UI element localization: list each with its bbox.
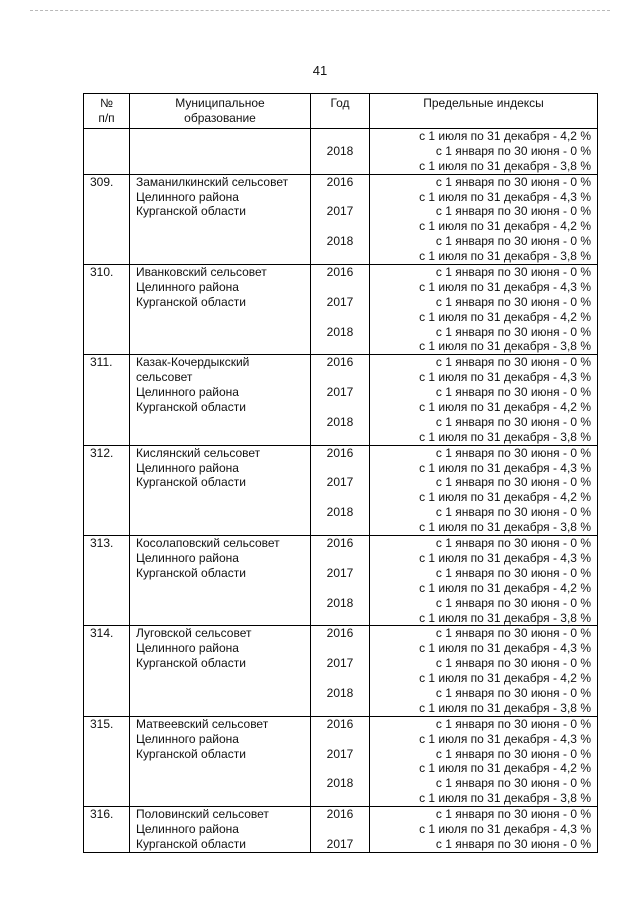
index-line: с 1 января по 30 июня - 0 % — [435, 204, 591, 219]
year-line — [311, 461, 369, 476]
year-line: 2016 — [326, 265, 354, 280]
index-line: с 1 января по 30 июня - 0 % — [435, 475, 591, 490]
municipality-name-line: Курганской области — [136, 836, 246, 851]
index-line: с 1 января по 30 июня - 0 % — [435, 595, 591, 610]
index-line: с 1 января по 30 июня - 0 % — [435, 716, 591, 731]
row-number: 312. — [90, 445, 114, 460]
year-line — [311, 310, 369, 325]
index-line: с 1 января по 30 июня - 0 % — [435, 355, 591, 370]
cell-num — [84, 174, 130, 264]
index-line: с 1 июля по 31 декабря - 4,2 % — [419, 309, 591, 324]
cell-num — [84, 716, 130, 806]
scan-top-edge — [30, 10, 610, 12]
cell-num — [84, 626, 130, 716]
row-number: 316. — [90, 807, 114, 822]
year-line: 2016 — [326, 807, 354, 822]
year-line — [311, 822, 369, 837]
municipality-name-line: Косолаповский сельсовет — [136, 536, 280, 551]
index-line: с 1 июля по 31 декабря - 3,8 % — [419, 791, 591, 806]
year-line — [311, 490, 369, 505]
year-line — [311, 551, 369, 566]
table-row — [84, 445, 598, 535]
header-municipality: Муниципальное образование — [130, 94, 311, 129]
row-number: 310. — [90, 265, 114, 280]
year-line: 2017 — [326, 656, 354, 671]
index-line: с 1 июля по 31 декабря - 4,3 % — [419, 460, 591, 475]
cell-indices — [370, 807, 598, 853]
year-line — [311, 400, 369, 415]
index-line: с 1 июля по 31 декабря - 4,3 % — [419, 731, 591, 746]
municipality-name-line: Иванковский сельсовет — [136, 265, 267, 280]
table-header-row — [84, 94, 598, 129]
index-line: с 1 июля по 31 декабря - 4,3 % — [419, 550, 591, 565]
cell-name — [130, 716, 311, 806]
cell-years — [311, 355, 370, 445]
index-line: с 1 января по 30 июня - 0 % — [435, 776, 591, 791]
cell-years — [311, 626, 370, 716]
row-number: 311. — [90, 355, 113, 370]
index-line: с 1 июля по 31 декабря - 4,2 % — [419, 490, 591, 505]
index-line: с 1 января по 30 июня - 0 % — [435, 536, 591, 551]
cell-indices — [370, 174, 598, 264]
index-line: с 1 января по 30 июня - 0 % — [435, 174, 591, 189]
index-line: с 1 июля по 31 декабря - 3,8 % — [419, 700, 591, 715]
header-year: Год — [311, 94, 370, 129]
cell-num — [84, 445, 130, 535]
municipality-name-line: Курганской области — [136, 656, 246, 671]
year-line — [311, 641, 369, 656]
cell-years: 2018 — [311, 129, 370, 175]
row-number: 315. — [90, 716, 114, 731]
year-line: 2017 — [326, 385, 354, 400]
index-line: с 1 января по 30 июня - 0 % — [435, 746, 591, 761]
cell-indices — [370, 445, 598, 535]
header-indices: Предельные индексы — [370, 94, 598, 129]
index-line: с 1 января по 30 июня - 0 % — [435, 385, 591, 400]
table-row — [84, 807, 598, 853]
index-line: с 1 июля по 31 декабря - 4,3 % — [419, 370, 591, 385]
municipality-name-line: Целинного района — [136, 460, 239, 475]
year-line: 2017 — [326, 565, 354, 580]
year-line: 2018 — [326, 776, 354, 791]
year-line — [311, 701, 369, 716]
cell-indices: с 1 июля по 31 декабря - 4,2 % с 1 января по 30 июня - 0 % с 1 июля по 31 декабря - 3,8 % — [370, 129, 598, 175]
table-row — [84, 355, 598, 445]
municipality-name-line: Целинного района — [136, 279, 239, 294]
index-line: с 1 января по 30 июня - 0 % — [435, 685, 591, 700]
index-line: с 1 января по 30 июня - 0 % — [435, 294, 591, 309]
index-line: с 1 января по 30 июня - 0 % — [435, 565, 591, 580]
year-line: 2017 — [326, 475, 354, 490]
year-line — [311, 732, 369, 747]
municipality-name-line: Курганской области — [136, 746, 246, 761]
year-line: 2017 — [326, 294, 354, 309]
index-line: с 1 января по 30 июня - 0 % — [435, 626, 591, 641]
municipality-name-line: Заманилкинский сельсовет — [136, 174, 289, 189]
year-line: 2018 — [326, 324, 354, 339]
year-line: 2016 — [326, 445, 354, 460]
table-row — [84, 716, 598, 806]
year-line: 2018 — [326, 234, 354, 249]
cell-years — [311, 807, 370, 853]
year-line — [311, 190, 369, 205]
cell-indices — [370, 265, 598, 355]
municipality-name-line: Курганской области — [136, 294, 246, 309]
municipality-name-line: сельсовет — [136, 370, 193, 385]
index-line: с 1 июля по 31 декабря - 3,8 % — [419, 429, 591, 444]
index-line: с 1 июля по 31 декабря - 4,3 % — [419, 641, 591, 656]
cell-indices — [370, 626, 598, 716]
year-line — [311, 791, 369, 806]
cell-indices — [370, 355, 598, 445]
municipality-name-line: Казак-Кочердыкский — [136, 355, 250, 370]
year-line — [311, 671, 369, 686]
index-line: с 1 июля по 31 декабря - 3,8 % — [419, 339, 591, 354]
year-line — [311, 430, 369, 445]
row-number: 314. — [90, 626, 114, 641]
index-line: с 1 июля по 31 декабря - 4,3 % — [419, 279, 591, 294]
municipality-name-line: Курганской области — [136, 565, 246, 580]
year-line: 2018 — [326, 685, 354, 700]
year-line — [311, 581, 369, 596]
index-line: с 1 января по 30 июня - 0 % — [435, 324, 591, 339]
municipality-name-line: Луговской сельсовет — [136, 626, 252, 641]
cell-num — [84, 129, 130, 175]
municipality-name-line: Целинного района — [136, 385, 239, 400]
tariff-indices-table — [83, 93, 598, 853]
year-line: 2016 — [326, 716, 354, 731]
year-line: 2018 — [326, 505, 354, 520]
year-line — [311, 280, 369, 295]
cell-years — [311, 265, 370, 355]
cell-num — [84, 536, 130, 626]
year-line — [311, 370, 369, 385]
year-line: 2017 — [326, 746, 354, 761]
municipality-name-line: Целинного района — [136, 550, 239, 565]
cell-name — [130, 626, 311, 716]
municipality-name-line: Курганской области — [136, 400, 246, 415]
municipality-name-line: Целинного района — [136, 821, 239, 836]
cell-num — [84, 355, 130, 445]
index-line: с 1 января по 30 июня - 0 % — [435, 265, 591, 280]
index-line: с 1 июля по 31 декабря - 4,2 % — [419, 219, 591, 234]
cell-name — [130, 265, 311, 355]
cell-indices — [370, 716, 598, 806]
index-line: с 1 января по 30 июня - 0 % — [435, 505, 591, 520]
municipality-name-line: Целинного района — [136, 731, 239, 746]
index-line: с 1 июля по 31 декабря - 4,2 % — [419, 400, 591, 415]
year-line — [311, 249, 369, 264]
table-row-continuation — [84, 129, 598, 175]
municipality-name-line: Целинного района — [136, 641, 239, 656]
year-line: 2018 — [326, 595, 354, 610]
index-line: с 1 января по 30 июня - 0 % — [435, 807, 591, 822]
year-line — [311, 520, 369, 535]
index-line: с 1 января по 30 июня - 0 % — [435, 414, 591, 429]
cell-num — [84, 807, 130, 853]
index-line: с 1 июля по 31 декабря - 3,8 % — [419, 249, 591, 264]
cell-name — [130, 129, 311, 175]
municipality-name-line: Матвеевский сельсовет — [136, 716, 269, 731]
cell-name — [130, 536, 311, 626]
year-line: 2016 — [326, 174, 354, 189]
year-line: 2016 — [326, 626, 354, 641]
municipality-name-line: Курганской области — [136, 475, 246, 490]
table-row — [84, 626, 598, 716]
cell-name — [130, 355, 311, 445]
page-number: 41 — [312, 63, 328, 78]
table-row — [84, 536, 598, 626]
index-line: с 1 июля по 31 декабря - 4,3 % — [419, 189, 591, 204]
header-num: № п/п — [84, 94, 130, 129]
index-line: с 1 июля по 31 декабря - 4,2 % — [419, 580, 591, 595]
cell-name — [130, 445, 311, 535]
year-line — [311, 611, 369, 626]
row-number: 313. — [90, 536, 114, 551]
index-line: с 1 июля по 31 декабря - 4,3 % — [419, 821, 591, 836]
index-line: с 1 июля по 31 декабря - 3,8 % — [419, 520, 591, 535]
year-line: 2018 — [326, 414, 354, 429]
cell-indices — [370, 536, 598, 626]
year-line: 2016 — [326, 536, 354, 551]
municipality-name-line: Целинного района — [136, 189, 239, 204]
index-line: с 1 января по 30 июня - 0 % — [435, 836, 591, 851]
cell-years — [311, 716, 370, 806]
cell-years — [311, 536, 370, 626]
cell-name — [130, 807, 311, 853]
cell-num — [84, 265, 130, 355]
cell-years — [311, 445, 370, 535]
year-line — [311, 761, 369, 776]
index-line: с 1 июля по 31 декабря - 3,8 % — [419, 610, 591, 625]
municipality-name-line: Курганской области — [136, 204, 246, 219]
index-line: с 1 января по 30 июня - 0 % — [435, 445, 591, 460]
row-number: 309. — [90, 174, 114, 189]
cell-years — [311, 174, 370, 264]
index-line: с 1 июля по 31 декабря - 4,2 % — [419, 761, 591, 776]
table-body — [84, 129, 598, 853]
index-line: с 1 июля по 31 декабря - 4,2 % — [419, 671, 591, 686]
municipality-name-line: Кислянский сельсовет — [136, 445, 261, 460]
index-line: с 1 января по 30 июня - 0 % — [435, 234, 591, 249]
table-row — [84, 265, 598, 355]
year-line: 2016 — [326, 355, 354, 370]
year-line — [311, 219, 369, 234]
index-line: с 1 января по 30 июня - 0 % — [435, 656, 591, 671]
municipality-name-line: Половинский сельсовет — [136, 807, 269, 822]
year-line — [311, 339, 369, 354]
table-row — [84, 174, 598, 264]
year-line: 2017 — [326, 204, 354, 219]
cell-name — [130, 174, 311, 264]
year-line: 2017 — [326, 836, 354, 851]
